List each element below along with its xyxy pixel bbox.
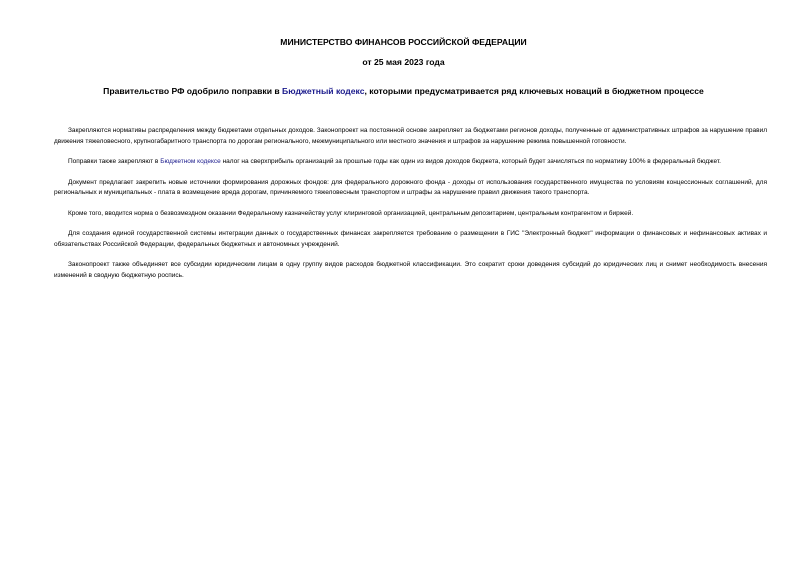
paragraph-text: Поправки также закрепляют в: [68, 158, 161, 165]
document-body: [54, 126, 767, 291]
headline-text-before: Правительство РФ одобрило поправки в: [103, 86, 283, 96]
budget-code-link[interactable]: Бюджетный кодекс: [282, 86, 365, 96]
document-date: от 25 мая 2023 года: [362, 57, 445, 67]
headline-text-after: , которыми предусматривается ряд ключевых новаций в бюджетном процессе: [364, 86, 704, 96]
paragraph-road-funds: Документ предлагает закрепить новые источники формирования дорожных фондов: для федерального дорожного фонда - доходы от использования государственного имущества по условиям концессионных соглашений, для региональных и муниципальных - плата в возмещение вреда дорогам, причиняемого тяжеловесным транспортом и штрафы за нарушение правил движения такого транспорта.: [54, 178, 767, 196]
paragraph-revenue-standards: Закрепляются нормативы распределения между бюджетами отдельных доходов. Законопроект на постоянной основе закрепляет за бюджетами регионов доходы, полученные от административных штрафов за нарушение правил движения тяжеловесного, крупногабаритного транспорта по дорогам регионального, межмуниципального или местного значения и штрафов за нарушение режима повышенной готовности.: [54, 127, 767, 145]
budget-code-inline-link[interactable]: Бюджетном кодексе: [160, 158, 221, 165]
paragraph-text: налог на сверхприбыль организаций за прошлые годы как один из видов доходов бюджета, который будет зачисляться по нормативу 100% в федеральный бюджет.: [220, 158, 721, 165]
document-headline: [40, 86, 767, 96]
paragraph-electronic-budget: Для создания единой государственной системы интеграции данных о государственных финансах закрепляется требование о размещении в ГИС "Электронный бюджет" информации о финансовых и нефинансовых активах и обязательствах Российской Федерации, федеральных бюджетных и автономных учреждений.: [54, 230, 767, 248]
paragraph-excess-profit-tax: [54, 157, 767, 168]
ministry-title: МИНИСТЕРСТВО ФИНАНСОВ РОССИЙСКОЙ ФЕДЕРАЦИИ: [280, 37, 527, 47]
paragraph-treasury-services: Кроме того, вводится норма о безвозмездном оказании Федеральному казначейству услуг клиринговой организацией, центральным депозитарием, центральным контрагентом и биржей.: [68, 209, 634, 217]
paragraph-subsidies: Законопроект также объединяет все субсидии юридическим лицам в одну группу видов расходов бюджетной классификации. Это сократит сроки доведения субсидий до юридических лиц и снимет необходимость внесения изменений в сводную бюджетную роспись.: [54, 261, 767, 279]
